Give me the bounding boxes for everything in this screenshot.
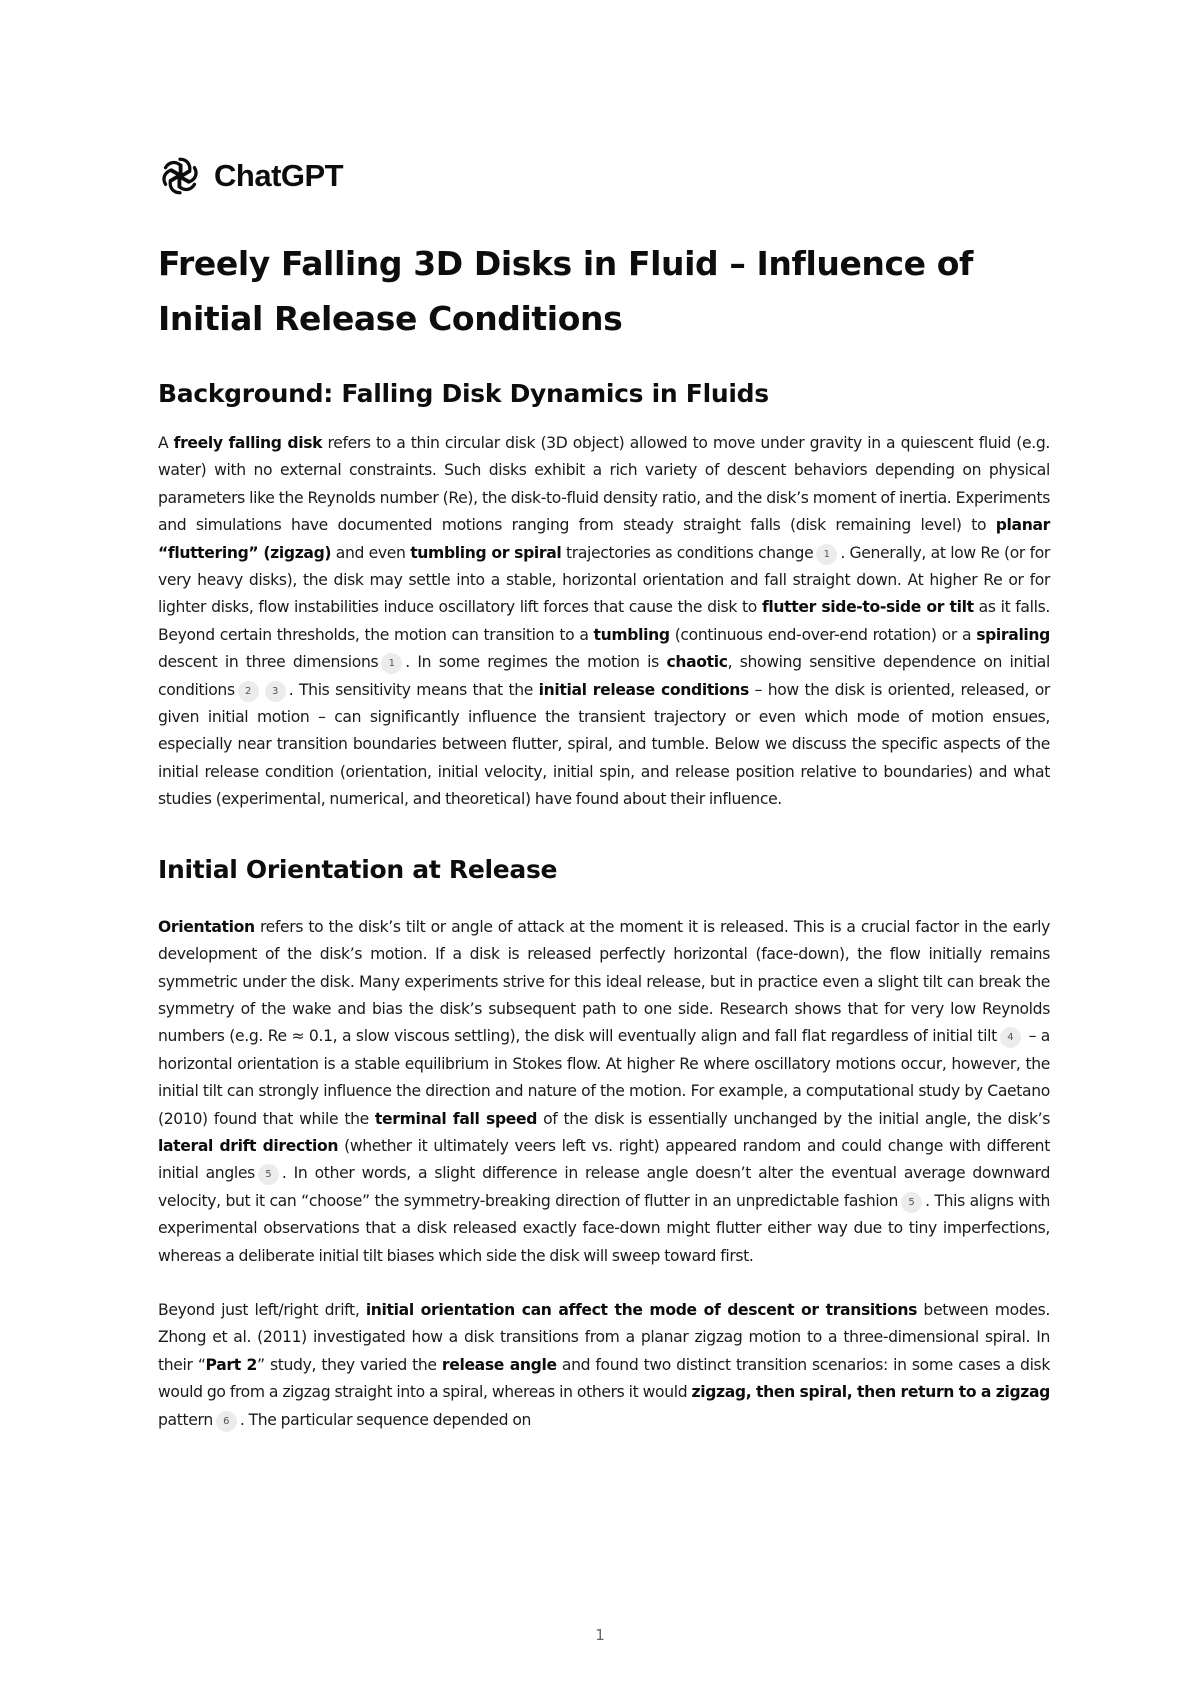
bold-term: tumbling: [593, 625, 670, 644]
bold-term: Part 2: [205, 1355, 258, 1374]
citation-badge[interactable]: 3: [265, 681, 286, 702]
citation-badge[interactable]: 5: [258, 1164, 279, 1185]
logo-text: ChatGPT: [214, 158, 344, 193]
bold-term: terminal fall speed: [374, 1109, 538, 1128]
bold-term: chaotic: [666, 653, 728, 672]
citation-badge[interactable]: 1: [816, 544, 837, 565]
bold-term: tumbling or spiral: [410, 543, 562, 562]
section-heading-background: Background: Falling Disk Dynamics in Fluids: [158, 379, 769, 408]
section-heading-orientation: Initial Orientation at Release: [158, 854, 558, 884]
paragraph-background: A freely falling disk refers to a thin circular disk (3D object) allowed to move under gravity in a quiescent fluid (e.g. water) with no external constraints. Such disks exhibit a rich variety of descent behaviors depending on physical parameters like the Reynolds number (Re), the disk-to-fluid density ratio, and the disk’s moment of inertia. Experiments and simulations have documented motions ranging from steady straight falls (disk remaining level) to planar “fluttering” (zigzag) and even tumbling or spiral trajectories as conditions change 1 . Generally, at low Re (or for very heavy disks), the disk may settle into a stable, horizontal orientation and fall straight down. At higher Re or for lighter disks, flow instabilities induce oscillatory lift forces that cause the disk to flutter side-to-side or tilt as it falls. Beyond certain thresholds, the motion can transition to a tumbling (continuous end-over-end rotation) or a spiraling descent in three dimensions 1 . In some regimes the motion is chaotic, showing sensitive dependence on initial conditions 2 3 . This sensitivity means that the initial release conditions – how the disk is oriented, released, or given initial motion – can significantly influence the transient trajectory or even which mode of motion ensues, especially near transition boundaries between flutter, spiral, and tumble. Below we discuss the specific aspects of the initial release condition (orientation, initial velocity, initial spin, and release position relative to boundaries) and what studies (experimental, numerical, and theoretical) have found about their influence.: [158, 434, 1050, 809]
openai-logo-icon: [158, 154, 202, 198]
bold-term: planar “fluttering” (zigzag): [158, 516, 1050, 562]
citation-badge[interactable]: 2: [238, 681, 259, 702]
citation-badge[interactable]: 4: [1000, 1027, 1021, 1048]
paragraph-orientation-2: Beyond just left/right drift, initial orientation can affect the mode of descent or transitions between modes. Zhong et al. (2011) investigated how a disk transitions from a planar zigzag motion to a three-dimensional spiral. In their “Part 2” study, they varied the release angle and found two distinct transition scenarios: in some cases a disk would go from a zigzag straight into a spiral, whereas in others it would zigzag, then spiral, then return to a zigzag pattern 6 . The particular sequence depended on: [158, 1297, 1050, 1434]
citation-badge[interactable]: 1: [381, 653, 402, 674]
bold-term: Orientation: [158, 917, 255, 936]
bold-term: flutter side-to-side or tilt: [761, 598, 974, 617]
bold-term: freely falling disk: [173, 434, 323, 452]
bold-term: initial orientation can affect the mode of descent or transitions: [365, 1300, 918, 1319]
bold-term: zigzag, then spiral, then return to a zigzag: [691, 1383, 1050, 1402]
document-page: [158, 150, 1050, 1434]
bold-term: release angle: [441, 1355, 557, 1374]
citation-badge[interactable]: 5: [901, 1192, 922, 1213]
page-number: 1: [595, 1626, 605, 1644]
document-title: Freely Falling 3D Disks in Fluid – Influence of Initial Release Conditions: [158, 244, 973, 338]
paragraph-orientation-1: Orientation refers to the disk’s tilt or angle of attack at the moment it is released. This is a crucial factor in the early development of the disk’s motion. If a disk is released perfectly horizontal (face-down), the flow initially remains symmetric under the disk. Many experiments strive for this ideal release, but in practice even a slight tilt can break the symmetry of the wake and bias the disk’s subsequent path to one side. Research shows that for very low Reynolds numbers (e.g. Re ≈ 0.1, a slow viscous settling), the disk will eventually align and fall flat regardless of initial tilt 4 – a horizontal orientation is a stable equilibrium in Stokes flow. At higher Re where oscillatory motions occur, however, the initial tilt can strongly influence the direction and nature of the motion. For example, a computational study by Caetano (2010) found that while the terminal fall speed of the disk is essentially unchanged by the initial angle, the disk’s lateral drift direction (whether it ultimately veers left vs. right) appeared random and could change with different initial angles 5 . In other words, a slight difference in release angle doesn’t alter the eventual average downward velocity, but it can “choose” the symmetry-breaking direction of flutter in an unpredictable fashion 5 . This aligns with experimental observations that a disk released exactly face-down might flutter either way due to tiny imperfections, whereas a deliberate initial tilt biases which side the disk will sweep toward first.: [158, 917, 1051, 1265]
bold-term: lateral drift direction: [158, 1136, 339, 1155]
citation-badge[interactable]: 6: [216, 1411, 237, 1432]
bold-term: initial release conditions: [538, 680, 749, 699]
bold-term: spiraling: [976, 625, 1050, 644]
header-logo: [158, 150, 1050, 202]
